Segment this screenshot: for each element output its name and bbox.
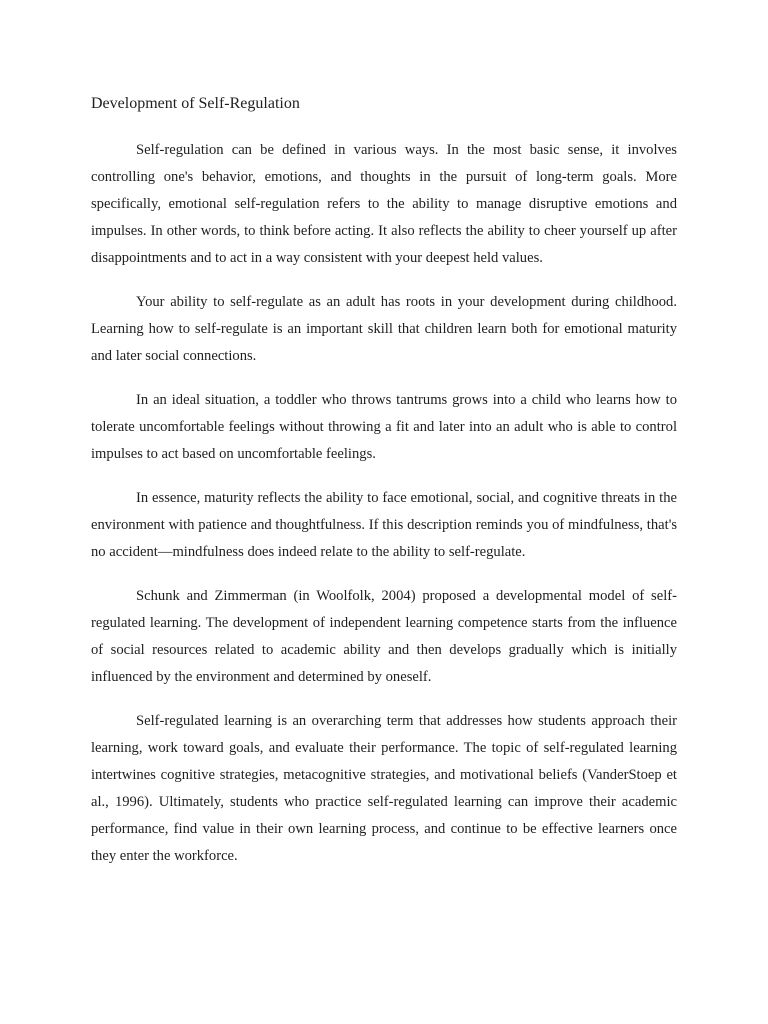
paragraph-4: In essence, maturity reflects the ability to face emotional, social, and cognitive threats in the environment with patience and thoughtfulness. If this description reminds you of mindfulness, that's no accident—mindfulness does indeed relate to the ability to self-regulate. [91,490,677,560]
paragraph-3: In an ideal situation, a toddler who throws tantrums grows into a child who learns how to tolerate uncomfortable feelings without throwing a fit and later into an adult who is able to control impulses to act based on uncomfortable feelings. [91,392,677,462]
document-body [91,137,677,887]
paragraph-1: Self-regulation can be defined in various ways. In the most basic sense, it involves controlling one's behavior, emotions, and thoughts in the pursuit of long-term goals. More specifically, emotional self-regulation refers to the ability to manage disruptive emotions and impulses. In other words, to think before acting. It also reflects the ability to cheer yourself up after disappointments and to act in a way consistent with your deepest held values. [91,142,677,266]
paragraph-5: Schunk and Zimmerman (in Woolfolk, 2004) proposed a developmental model of self-regulated learning. The development of independent learning competence starts from the influence of social resources related to academic ability and then develops gradually which is initially influenced by the environment and determined by oneself. [91,588,677,685]
document-title: Development of Self-Regulation [91,95,300,112]
paragraph-6: Self-regulated learning is an overarching term that addresses how students approach their learning, work toward goals, and evaluate their performance. The topic of self-regulated learning intertwines cognitive strategies, metacognitive strategies, and motivational beliefs (VanderStoep et al., 1996). Ultimately, students who practice self-regulated learning can improve their academic performance, find value in their own learning process, and continue to be effective learners once they enter the workforce. [91,713,677,864]
paragraph-2: Your ability to self-regulate as an adult has roots in your development during childhood. Learning how to self-regulate is an important skill that children learn both for emotional maturity and later social connections. [91,294,677,364]
